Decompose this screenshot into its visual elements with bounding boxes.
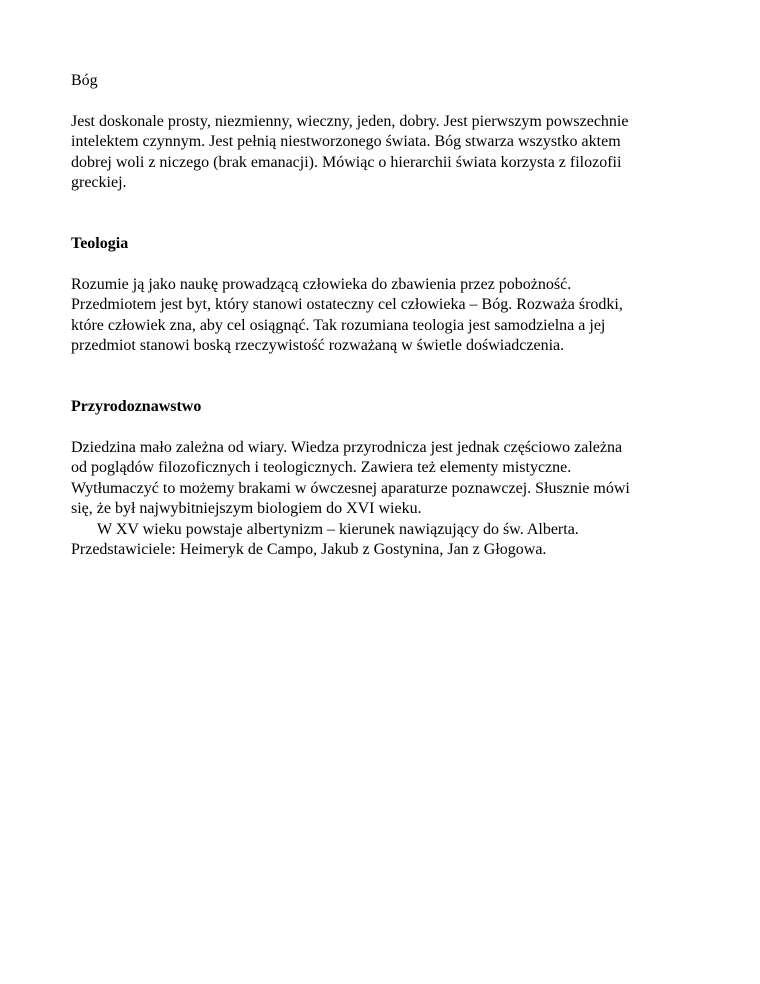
heading-teologia: Teologia xyxy=(71,235,129,253)
representatives-line: Przedstawiciele: Heimeryk de Campo, Jakub z Gostynina, Jan z Głogowa. xyxy=(71,541,547,559)
section-title-bog: Bóg xyxy=(71,72,98,89)
paragraph-line: Dziedzina mało zależna od wiary. Wiedza przyrodnicza jest jednak częściowo zależna xyxy=(71,439,623,457)
spacer xyxy=(71,418,691,438)
indented-paragraph-line: W XV wieku powstaje albertynizm – kierunek nawiązujący do św. Alberta. xyxy=(97,520,579,538)
paragraph-line: się, że był najwybitniejszym biologiem do XVI wieku. xyxy=(71,500,422,518)
paragraph-line: intelektem czynnym. Jest pełnią niestworzonego świata. Bóg stwarza wszystko aktem xyxy=(71,133,621,151)
teologia-paragraph xyxy=(71,275,691,357)
paragraph-line: Przedmiotem jest byt, który stanowi ostateczny cel człowieka – Bóg. Rozważa środki, xyxy=(71,296,623,314)
paragraph-line: dobrej woli z niczego (brak emanacji). Mówiąc o hierarchii świata korzysta z filozofii xyxy=(71,153,622,171)
paragraph-line: Jest doskonale prosty, niezmienny, wieczny, jeden, dobry. Jest pierwszym powszechnie xyxy=(71,112,629,130)
paragraph-line: które człowiek zna, aby cel osiągnąć. Tak rozumiana teologia jest samodzielna a jej xyxy=(71,316,606,334)
heading-przyrodoznawstwo: Przyrodoznawstwo xyxy=(71,398,202,416)
paragraph-line: przedmiot stanowi boską rzeczywistość rozważaną w świetle doświadczenia. xyxy=(71,337,565,355)
paragraph-line: Wytłumaczyć to możemy brakami w ówczesnej aparaturze poznawczej. Słusznie mówi xyxy=(71,479,630,497)
intro-paragraph xyxy=(71,112,691,194)
przyrodoznawstwo-paragraph xyxy=(71,438,691,560)
paragraph-line: od poglądów filozoficznych i teologicznych. Zawiera też elementy mistyczne. xyxy=(71,459,572,477)
spacer xyxy=(71,91,691,111)
spacer xyxy=(71,193,691,234)
spacer xyxy=(71,356,691,397)
paragraph-line: greckiej. xyxy=(71,173,127,191)
paragraph-line: Rozumie ją jako naukę prowadzącą człowieka do zbawienia przez pobożność. xyxy=(71,275,572,293)
spacer xyxy=(71,255,691,275)
document-page xyxy=(71,71,691,560)
